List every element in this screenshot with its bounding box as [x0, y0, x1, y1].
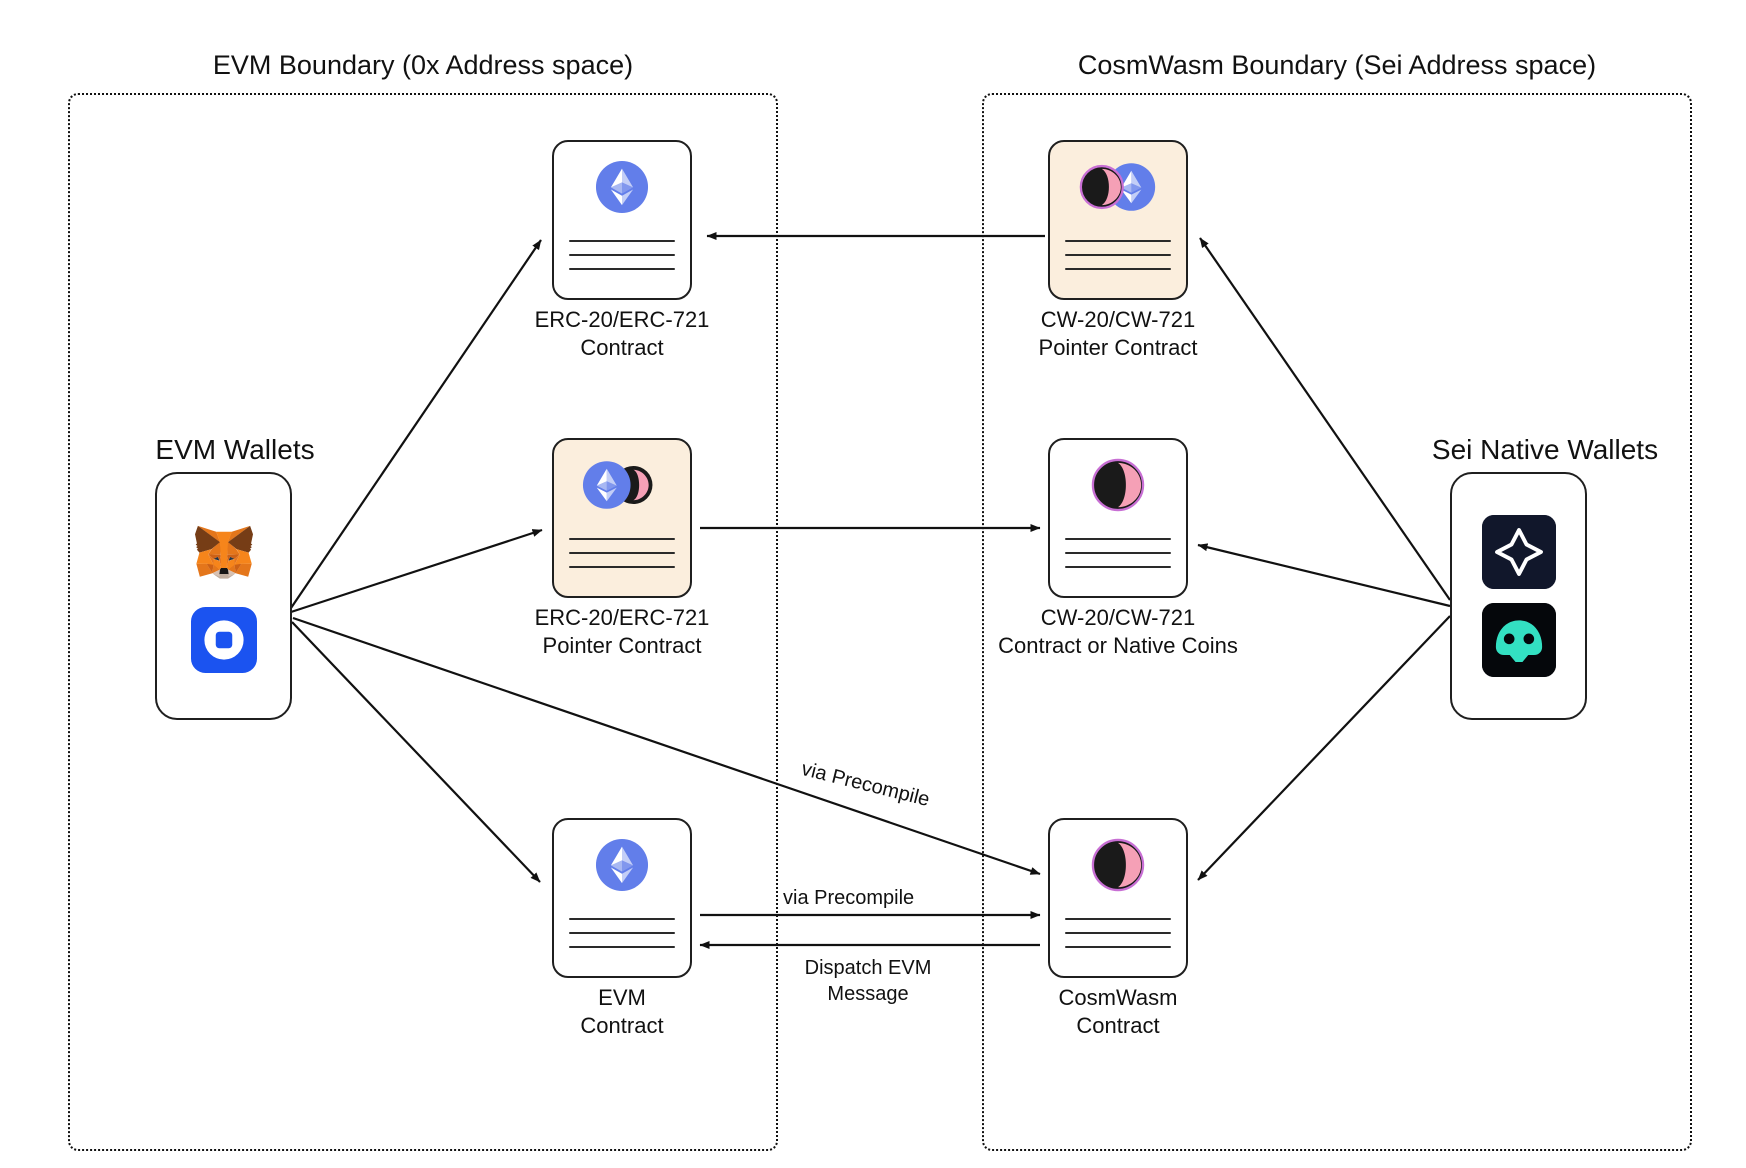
- sei-over-ethereum-icon: [1078, 158, 1158, 216]
- label-line-2: Contract: [580, 335, 664, 360]
- label-line-2: Contract or Native Coins: [998, 633, 1238, 658]
- sei-native-wallets-card[interactable]: [1450, 472, 1587, 720]
- leap-wallet-icon: [1482, 603, 1556, 677]
- document-lines: [1065, 228, 1171, 282]
- node-evm-contract-label: [472, 984, 772, 1040]
- ethereum-over-sei-icon: [582, 456, 662, 514]
- document-lines: [569, 526, 675, 580]
- label-line-1: CW-20/CW-721: [1040, 307, 1196, 332]
- sei-logo-icon: [1091, 836, 1145, 894]
- edge-label-via-precompile: via Precompile: [783, 887, 915, 909]
- dispatch-line-1: Dispatch EVM: [804, 957, 932, 979]
- document-lines: [569, 906, 675, 960]
- label-line-1: ERC-20/ERC-721: [534, 605, 710, 630]
- sei-logo-icon: [1091, 456, 1145, 514]
- node-cw-contract[interactable]: [1048, 438, 1188, 598]
- evm-wallets-title: EVM Wallets: [155, 434, 315, 465]
- keplr-wallet-icon: [1482, 515, 1556, 589]
- label-line-2: Pointer Contract: [542, 633, 702, 658]
- node-cw-pointer-contract[interactable]: [1048, 140, 1188, 300]
- node-cw-pointer-contract-label: [938, 306, 1298, 362]
- node-erc-pointer-contract[interactable]: [552, 438, 692, 598]
- document-lines: [569, 228, 675, 282]
- node-cosmwasm-contract-label: [948, 984, 1288, 1040]
- ethereum-diamond-icon: [595, 836, 649, 894]
- label-line-2: Pointer Contract: [1038, 335, 1198, 360]
- coinbase-wallet-icon: [187, 603, 261, 677]
- node-erc-pointer-contract-label: [442, 604, 802, 660]
- ethereum-diamond-icon: [595, 158, 649, 216]
- label-line-1: ERC-20/ERC-721: [534, 307, 710, 332]
- boundary-cosmwasm-title: CosmWasm Boundary (Sei Address space): [1077, 50, 1597, 80]
- sei-wallets-title: Sei Native Wallets: [1431, 434, 1659, 465]
- document-lines: [1065, 906, 1171, 960]
- document-lines: [1065, 526, 1171, 580]
- node-cosmwasm-contract[interactable]: [1048, 818, 1188, 978]
- label-line-1: EVM: [598, 985, 646, 1010]
- metamask-fox-icon: [187, 515, 261, 589]
- node-erc-contract[interactable]: [552, 140, 692, 300]
- label-line-1: CW-20/CW-721: [1040, 605, 1196, 630]
- label-line-2: Contract: [1076, 1013, 1160, 1038]
- boundary-evm-title: EVM Boundary (0x Address space): [212, 50, 634, 80]
- edge-label-via-precompile-diagonal: via Precompile: [799, 757, 932, 812]
- dispatch-line-2: Message: [827, 983, 909, 1005]
- node-cw-contract-label: [948, 604, 1288, 660]
- edge-label-dispatch-evm-message: [768, 955, 968, 1007]
- node-evm-contract[interactable]: [552, 818, 692, 978]
- node-erc-contract-label: [452, 306, 792, 362]
- label-line-1: CosmWasm: [1058, 985, 1178, 1010]
- evm-wallets-card[interactable]: [155, 472, 292, 720]
- label-line-2: Contract: [580, 1013, 664, 1038]
